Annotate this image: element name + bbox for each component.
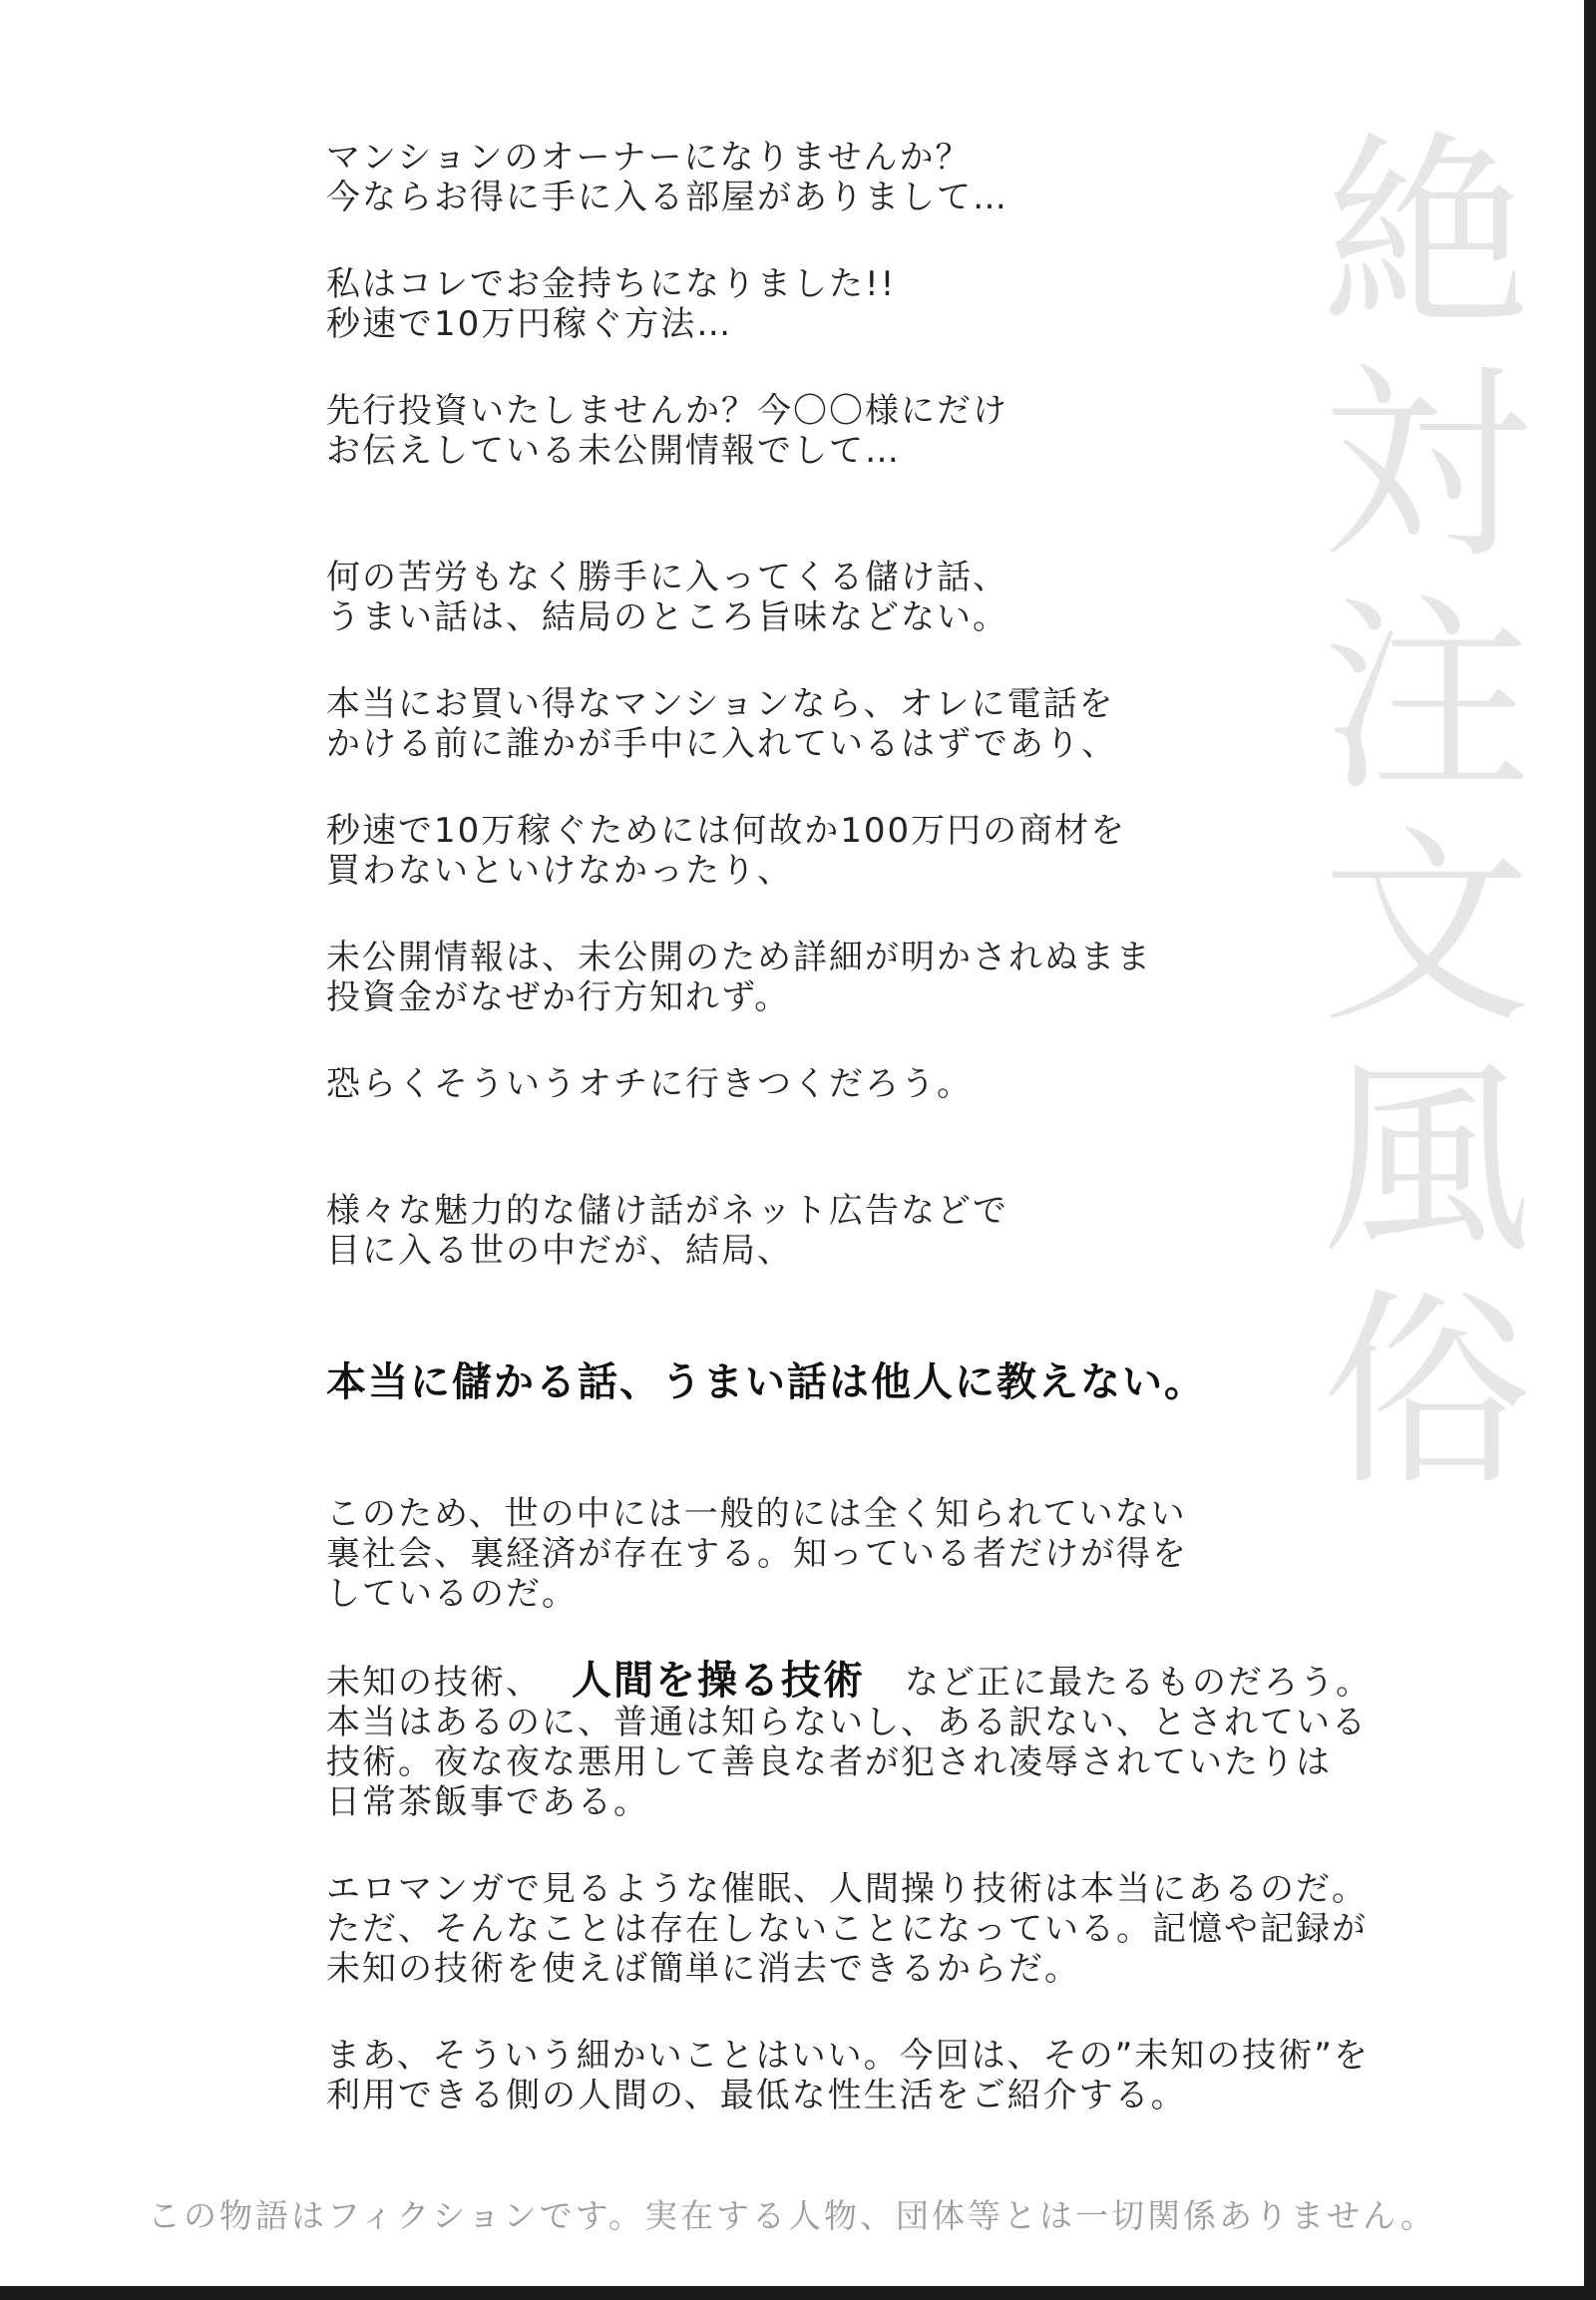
watermark-char: 注 (1321, 575, 1531, 820)
emphasis-statement: 本当に儲かる話、うまい話は他人に教えない。 (326, 1359, 1206, 1405)
text-line: 様々な魅力的な儲け話がネット広告などで (326, 1191, 1008, 1231)
body-text (326, 138, 1423, 2115)
text-line: 買わないといけなかったり、 (326, 851, 793, 891)
text-line: マンションのオーナーになりませんか？ (326, 138, 972, 178)
watermark-char: 文 (1321, 807, 1531, 1051)
paragraph-unknown-technology (326, 1658, 1423, 1822)
watermark-char: 風 (1321, 1038, 1531, 1283)
paragraph-internet-ads (326, 1191, 1423, 1271)
text-line: 秒速で10万円稼ぐ方法… (326, 304, 733, 344)
paragraph-products (326, 811, 1423, 891)
text-line: かける前に誰かが手中に入れているはずであり、 (326, 724, 1118, 764)
text-line: うまい話は、結局のところ旨味などない。 (326, 597, 1008, 637)
text-line: まあ、そういう細かいことはいい。今回は、その”未知の技術”を (326, 2036, 1370, 2076)
text-line: 今ならお得に手に入る部屋がありまして… (326, 178, 1008, 217)
paragraph-conclusion (326, 1064, 1423, 1104)
text-line: 先行投資いたしませんか？今〇〇様にだけ (326, 391, 1008, 431)
text-fragment: など正に最たるものだろう。 (905, 1663, 1372, 1703)
text-fragment: 未知の技術、 (326, 1663, 542, 1703)
paragraph-mansion-offer (326, 138, 1423, 217)
text-line: ただ、そんなことは存在しないことになっている。記憶や記録が (326, 1909, 1368, 1949)
text-line: 未公開情報は、未公開のため詳細が明かされぬまま (326, 938, 1152, 977)
paragraph-get-rich (326, 264, 1423, 344)
text-line: 秒速で10万稼ぐためには何故か100万円の商材を (326, 811, 1127, 851)
paragraph-hypnosis (326, 1869, 1423, 1989)
text-line: 利用できる側の人間の、最低な性生活をご紹介する。 (326, 2076, 1187, 2115)
paragraph-mansion-deal (326, 684, 1423, 764)
inline-emphasis: 人間を操る技術 (572, 1658, 865, 1704)
paragraph-introduction (326, 2036, 1423, 2115)
text-line: 日常茶飯事である。 (326, 1782, 649, 1822)
text-line: このため、世の中には一般的には全く知られていない (326, 1494, 1187, 1534)
text-line: しているのだ。 (326, 1574, 578, 1614)
watermark-char: 絶 (1321, 113, 1531, 357)
text-line: 未知の技術を使えば簡単に消去できるからだ。 (326, 1949, 1080, 1989)
text-line: 本当はあるのに、普通は知らないし、ある訳ない、とされている (326, 1703, 1368, 1742)
text-line: 何の苦労もなく勝手に入ってくる儲け話、 (326, 558, 1008, 597)
text-line: エロマンガで見るような催眠、人間操り技術は本当にあるのだ。 (326, 1869, 1368, 1909)
paragraph-easy-money (326, 558, 1423, 637)
text-line: 恐らくそういうオチに行きつくだろう。 (326, 1064, 973, 1104)
text-line-with-emphasis (326, 1658, 1423, 1704)
paragraph-unpublished-info (326, 938, 1423, 1017)
text-line: 技術。夜な夜な悪用して善良な者が犯され凌辱されていたりは (326, 1742, 1332, 1782)
text-line: 私はコレでお金持ちになりました!! (326, 264, 897, 304)
fiction-disclaimer: この物語はフィクションです。実在する人物、団体等とは一切関係ありません。 (147, 2196, 1437, 2235)
watermark-char: 俗 (1321, 1270, 1531, 1514)
text-line: お伝えしている未公開情報でして… (326, 431, 901, 471)
text-line: 目に入る世の中だが、結局、 (326, 1231, 793, 1271)
paragraph-investment (326, 391, 1423, 471)
text-line: 投資金がなぜか行方知れず。 (326, 977, 791, 1017)
watermark-char: 対 (1321, 344, 1531, 588)
paragraph-underground-society (326, 1494, 1423, 1614)
text-line: 裏社会、裏経済が存在する。知っている者だけが得を (326, 1534, 1188, 1574)
text-line: 本当にお買い得なマンションなら、オレに電話を (326, 684, 1115, 724)
